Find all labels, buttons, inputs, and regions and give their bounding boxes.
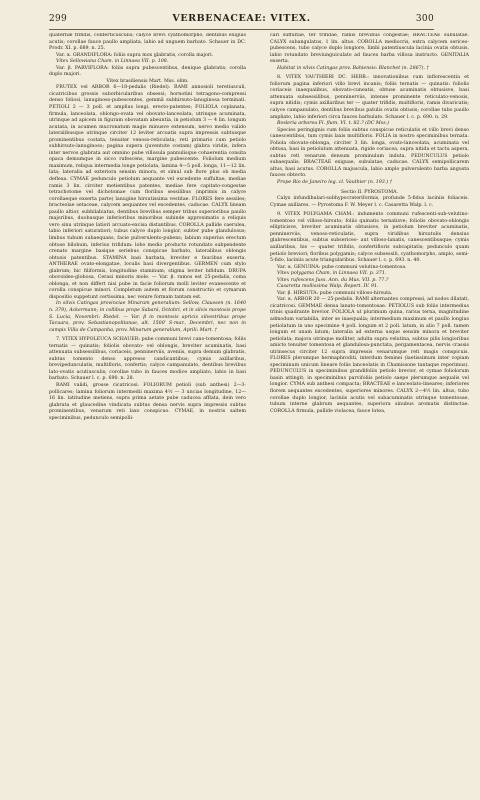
body-paragraph: Var. β. HIRSUTA: pube communi villoso-hirsuta. xyxy=(277,290,393,296)
citation-line: Vitex Sellowiana Cham. in Linnaea VII. p. 108. xyxy=(56,59,169,65)
running-title: VERBENACEAE: VITEX. xyxy=(172,13,311,24)
right-column xyxy=(270,33,469,778)
citation-line: Bosleria arborea Fl. flum. VI. t. 82.? (DC Mss.) xyxy=(277,121,390,127)
body-paragraph: quaternæ trifidis, conferticusculis; calyce brevi cyathomorpho, dentibus exiguis acutis; corollae fauce paullo ampliata, labio ad unguem barbato. Schauer in DC. Prodr. XI. p. 689. n. 25. xyxy=(49,33,246,52)
left-column xyxy=(49,33,246,778)
body-paragraph: 8. VITEX VAUTHIERI DC. HERB.: innovationibus cum inflorescentia et foliorum pagina inferiori villo brevi incanis; foliis ternatis — quinatis: foliolis coriaceis inaequalibus, obovato-cuneatis, obtuse acuminatis obtusisve, basi attenuata subsessilibus, penninerviis, intense prominente reticulato-venosis, supra nitidis; cymis axillaribus ter — quater trifidis, multifloris, ramis divaricatis; calyce campanulato, dentibus brevibus patulis ovatis obtusis; corollae tubo paullo ampliato, labio inferiori circa fauces barbulato. Schauer l. c. p. 690. n. 29. xyxy=(270,75,469,120)
citation-line: Casaretta mollissima Walp. Repert. IV. 91. xyxy=(277,284,379,290)
citation-line: Vitex polygama Cham. in Linnaea VII. p. 371. xyxy=(277,271,387,277)
right-page-number: 300 xyxy=(415,14,434,24)
body-paragraph: Calyx infundibulari-subhypocrateriformis, profunde 5-fidus laciniis foliaceis. Cymae axillares. — Pyrostoma F. W. Meyer l. c. Casaretta Walp. l. c. xyxy=(270,196,469,208)
body-paragraph: Var. α. ARBOR 20 — 25-pedalis. RAMI alternantes compressi, ad nodos dilatati, cicatricosi. GEMMAE densa lanato-tomentosae. PETIOLUS sub foliis intermedius trinis quadrante brevior. FOLIOLA ut plurimum quina, rarius terna, magnitudine admodum variabilia, inter se inaequalia; intermedium maximum et paullo longius petiolatum in uno specimine 4 poll. longum et 2 poll. latum, in alio 7 poll. tamen longum et unam latum; lateralia ad externa usque sensim minora et breviter petiolata; majora utrinque molliter, adulta supra velutina, subtus pilis longioribus amicto tenuiter tomentosa et glandulosa-punctata, pergamentacea, nervis crassis utrinsecus circiter 12 supra impressis venarumque reti magis conspicuis. FLORES plerumque hermaphroditi, interdum feminei (laetissimum inter copiam speciminum unicum lineare foliis lanceolatis in Chamissone tantaque reperimus). PEDUNCULUS in speciminibus grandifoliis petiolo brevior, et cymae foliolorum basin attingit; in speciminibus parvifoliis petiolo saepe plerumque aequalis vel longior. CYMA sub anthesi compacta; BRACTEAE e lanceolato-lineares; inferiores florem aequantes excedentes, superiores minores. CALYX 2—4½ lin. altus, tubo corollae duplo longior, laciniis acutis vel subacuminatis utrinque tomentosae, tubum interne glabrum aequantes, superiora sinubus aromatis distinctae. COROLLA firmula, pallide violacea, fauce lutea, xyxy=(270,297,469,414)
citation-line: In silvis Catingas provinciae Minarum generalium: Sellow, Claussen (n. 1640 n. 379), Ackermann; in collibus prope Sabará, Octobri, et in silvis montosis prope S. Lucia, Novembri: Riedel. — Var. β in montosis apricis silvestribus prope Tacuara, prov. Sebastianopolitanae, alt. 1500′ S-mar., Decembri, nec non in campis Villa de Campanha, prov. Minarum generalium, Aprili: Mart. † xyxy=(49,301,246,333)
citation-line: Prope Rio de Janeiro leg. cl. Vauthier (n. 193.) † xyxy=(277,180,393,186)
body-paragraph: Var. α. GRANDIFLORA: foliis supra mox glabratis, corolla majori. xyxy=(56,52,214,58)
body-paragraph: 7. VITEX HYPOLEUCA SCHAUER: pube communi brevi cano-tomentosa; foliis ternatis — quinatis; foliolis obovato- vel oblongis, breviter acuminatis, basi attenuata subsessilibus, coriaceis, penninerviis, aveniis, supra demum glabratis, subtus tomento denso appresso candicantibus; cymis axillaribus, brevipedunculatis, multifloris, confertis; calyce campanulato, dentibus brevibus lato-ovatis acutiusculis; corollae tubo in fauces modice ampliato, labio in basi barbato. Schauer l. c. p. 690. n. 28. xyxy=(49,337,246,382)
citation-line: Habitat in silvis Catingas prov. Bahiensis: Blanchet (n. 2867). † xyxy=(277,65,429,71)
body-paragraph: Species peringignis cum foliis subtus conspicue reticulatis et villo brevi denso canescentibus, tum cymis laxis multifloris. FOLIA in nostro speciminibus ternata. Foliola obovato-oblonga, circiter 3 lin. longa, ovato-lanceolata, acuminata vel obtusa, basi in petiolulum attenuata, rigide coriacea, supra nitida et tactu aspera, subtus reti venarum densum prominulum induta. PEDUNCULUS petiolo subaequalis. BRACTEAE exiguae, subulatae, caducae. CALYX semipollicarem altus, basi acutus. COROLLA majuscula, labio amplo pulverulento barba angusta fauces obtecto. xyxy=(270,127,469,179)
citation-line: Vitex rufescens Juss. Ann. du Mus. VII. p. 77.? xyxy=(277,277,389,283)
header-rule xyxy=(49,29,434,30)
body-paragraph: Sectio II. PYROSTOMA. xyxy=(340,189,399,195)
body-paragraph: Var. β. PARVIFLORA: foliis supra pubescentibus, denique glabratis; corolla duplo majori. xyxy=(49,65,246,78)
running-header xyxy=(49,13,434,29)
body-paragraph: RAMI validi, grosse cicatricosi. FOLIORUM petioli (sub anthesi) 2—3-pollicares; lamina foliorum intermedii maxima 4½ — 3 uncias longitudine, 12—16 lin. latitudine metiens, supra prima aetate pube caducea afflata, dein vero glabrata et glaucedine vindicata subtus densa nervis supra impressis subtus prominentibus, venarum reti laxo conspicuo. CYMAE, in nostris saltem speciminibus, pedunculo semipolli- xyxy=(49,382,246,421)
body-paragraph: FRUTEX vel ARBOR 6—18-pedalis (Riedel). RAMI annosioli teretiusculi, cicatricibus grossis suborbicularibus obsessi; hornotini tetragono-compressi denso foliosi, lanuginoso-pubescentes, gemmā subhirsuto-lanuginosa terminati. PETIOLI 2 — 3 poll. et amplius longi, erecto-patentes; FOLIOLA coplanata, firmula, lanceolata, oblongo-ovata vel obovato-lanceolata, utrinque acuminata, utrinque ad apicem in figuram obovatam abeuntia, in petiolum 3 — 4 lin. longum acutata, in acumen mucronatum magis minusve extensum, nervo medio valido lateralibusque utrinque circiter 12 leviter arcuatis supra impressis subtusque prominentibus costata, tenuiter venoso-reticulata; reti primario cum petiolo subhirsuto-lanuginoso; pagina supera (juventute costam) glabra viridis, infera inter nervos glabrata aut omnino pube villosula pannulisque cohaerentia consita opaca demumque in sicco rufescens, margine pubescente. Foliolum medium maximum, reliqua intermedia longe petiolata, lamina 4—5 poll. longa, 11—12 lin. lata; lateralia ad exteriora sensim minora, et simul sub flore plus ob media deflexa. CYMAE pedunculo petiolum aequante vel excedente suffultae, mediae ramis 3 lin. circiter metientibus patentes, mediae fere capitato-congestae tetrachotome vel dichotomae cum floribus sessilibus (inprimis in calyce corollaeque exserta parte) lanugine hirsutissima vestitae. FLORES fere sessiles; bracteolae setaceae, calycem aequantes vel excedentes, caducae. CALYX lineam paullo altior, subbilabiatus, dentibus brevibus semper tribus superioribus paullo majoribus, duobusque inferioribus minoribus subinde approximatis a reliquis vero sinu utrinque latiori arcuato-excisa distantibus. COROLLA pallide caerulea, labio inferiori saturatiori; tubus calyce duplo longior, subter pube glandulosus; limbus tubum subaequans, facie pulverulento-pubens; labium superius erectum obtuse bilobum, inferius trifidum: lobo medio producto rotundato subpendente crenato margine basique seriebus conspicue barbato, lateralibus oblongis obtusis patentibus. STAMINA basi barbata, breviter e faucibus exserta. ANTHERAE ovato-elongatae, loculis basi divergentibus. GERMEN cum stylo glabrum; hic filiformis, longitudine staminum; stigma leviter bifidum. DRUPA obovoideo-globosa, Cerasi minoris mole. — Var. β. ramos est 25-pedalis, coma oblonga, et non differt nisi pube in facie foliorum molli leviter evanescente et corolla conspicue minori. Completum autem et florum constructio et cymarum dispositio suppetunt certissima, nec venire formam tantam est. xyxy=(49,85,246,300)
left-page-number: 299 xyxy=(49,14,68,24)
body-paragraph: 9. VITEX POLYGAMA CHAM.: indumento communi rufescenti-sub-velutino-tomentoso vel villoso-hirsuto; foliis quinatis ternatisve; foliolis obovato-oblongis ellipticisve, breviter acuminatis obtusisve, in petiolum breviter acuminatis, penninerviis, venoso-reticulatis, supra viridibus hirsutulis densius glabrescentibus, subtus subsericeo- aut villoso-lanatis, canescentibusque; cymis axillaribus, bis — quater trifidis, confertifloris subcapitatis; pedunculo quam petiolo breviori; floribus polygamis; calyce subsessili, cyathomorpho, amplo, semi-5-fido, laciniis acute triangularibus. Schauer l. c. p. 693. n. 40. xyxy=(270,212,469,264)
body-paragraph: cari suffultae, ter trifidae, ramis brevibus congestae; BRACTEAE subulatae. CALYX subangulatus, 1 lin. altus. COROLLA mediocris, extra calycem sericeo-pubescens, tubo calyce duplo longiore, limbi patentiuscula lacinia ovatis obtusis, labio rotundato breviunguiculato ad fauces barba villosa instructo. GENITALIA exserta. xyxy=(270,33,469,65)
body-paragraph: Var. α. GENUINA: pube communi velutino-tomentosa. xyxy=(277,264,407,270)
body-paragraph: Vitex brasiliensis Mart. Mss. olim. xyxy=(106,78,189,84)
